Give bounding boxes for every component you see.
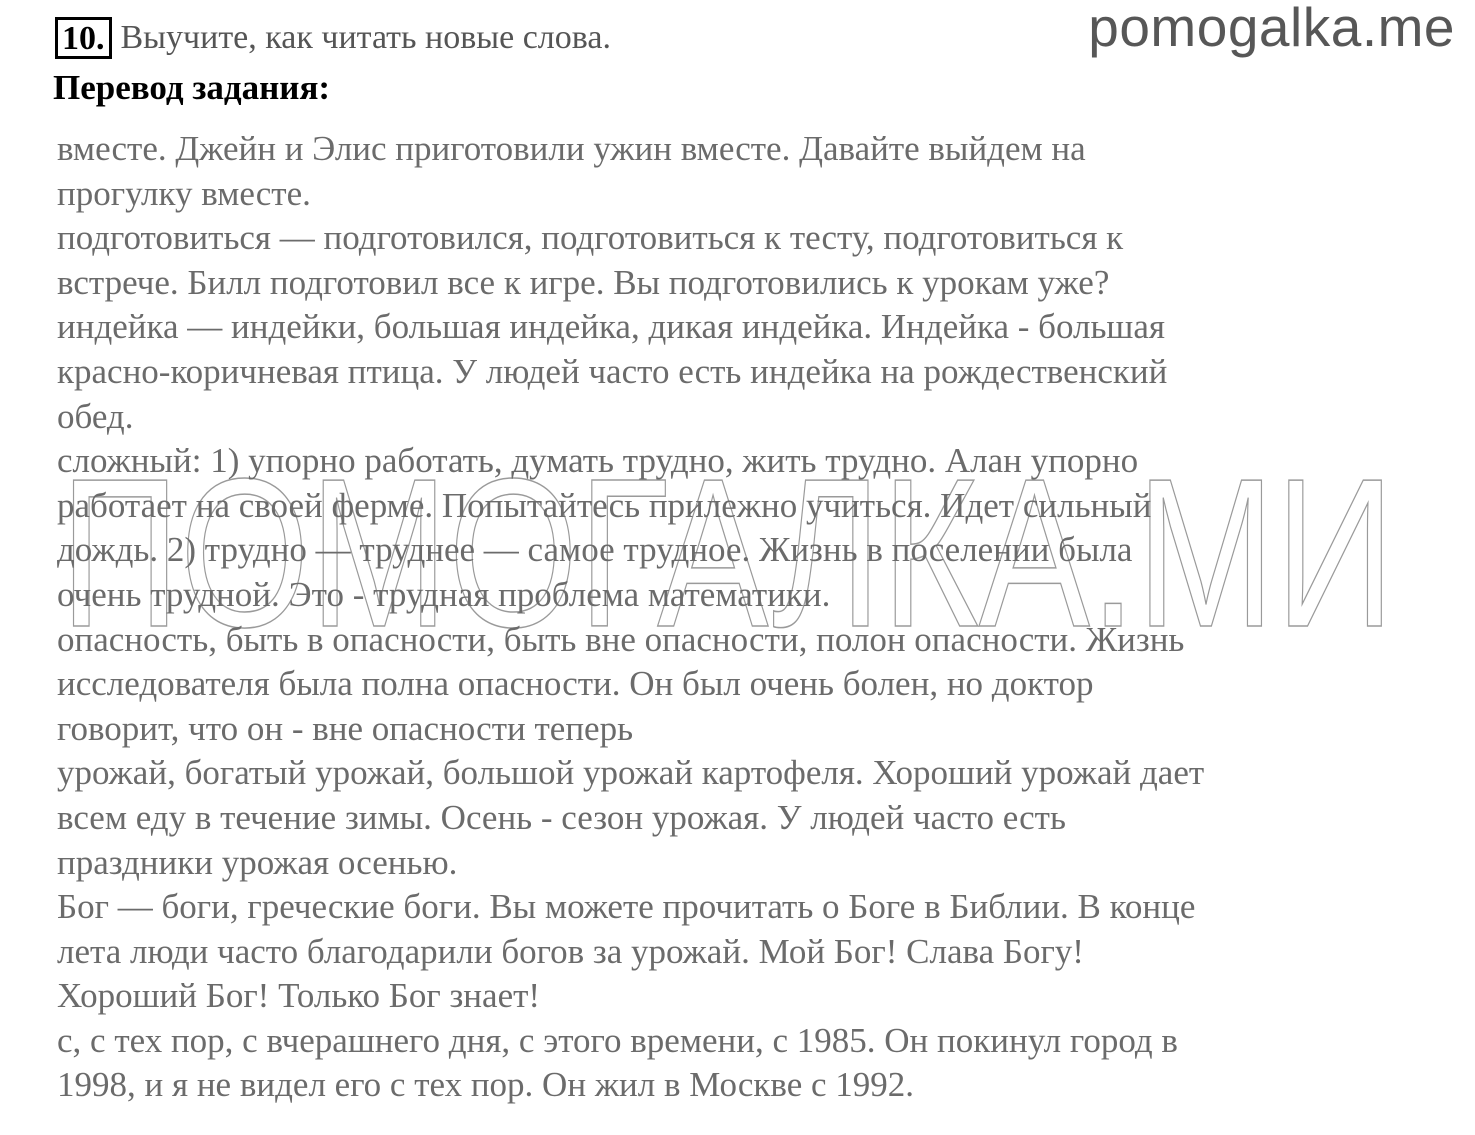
text-line: сложный: 1) упорно работать, думать трудно, жить трудно. Алан упорно [57, 441, 1139, 481]
text-line: исследователя была полна опасности. Он был очень болен, но доктор [57, 664, 1094, 704]
text-line: работает на своей ферме. Попытайтесь прилежно учиться. Идет сильный [57, 485, 1152, 525]
text-line: индейка — индейки, большая индейка, дикая индейка. Индейка - большая [57, 307, 1166, 347]
text-line: прогулку вместе. [57, 173, 311, 213]
site-watermark-logo: pomogalka.me [1088, 0, 1455, 58]
text-line: очень трудной. Это - трудная проблема математики. [57, 574, 831, 614]
text-line: с, с тех пор, с вчерашнего дня, с этого времени, с 1985. Он покинул город в [57, 1020, 1178, 1060]
text-line: всем еду в течение зимы. Осень - сезон урожая. У людей часто есть [57, 797, 1066, 837]
task-instruction: Выучите, как читать новые слова. [120, 19, 611, 56]
text-line: обед. [57, 396, 134, 436]
text-line: дождь. 2) трудно — труднее — самое трудное. Жизнь в поселении была [57, 530, 1133, 570]
text-line: говорит, что он - вне опасности теперь [57, 708, 634, 748]
translation-body [57, 127, 1457, 1108]
text-line: Бог — боги, греческие боги. Вы можете прочитать о Боге в Библии. В конце [57, 887, 1196, 927]
text-line: 1998, и я не видел его с тех пор. Он жил в Москве с 1992. [57, 1065, 915, 1105]
text-line: подготовиться — подготовился, подготовиться к тесту, подготовиться к [57, 218, 1124, 258]
text-line: встрече. Билл подготовил все к игре. Вы подготовились к урокам уже? [57, 262, 1110, 302]
task-number-box: 10. [55, 17, 112, 59]
task-header [55, 17, 611, 59]
text-line: праздники урожая осенью. [57, 842, 458, 882]
watermark-text: ПОМОГАЛКА.МИ [60, 468, 1395, 638]
text-line: лета люди часто благодарили богов за урожай. Мой Бог! Слава Богу! [57, 931, 1084, 971]
text-line: урожай, богатый урожай, большой урожай картофеля. Хороший урожай дает [57, 753, 1205, 793]
text-line: вместе. Джейн и Элис приготовили ужин вместе. Давайте выйдем на [57, 129, 1086, 168]
section-title: Перевод задания: [53, 68, 331, 107]
text-line: Хороший Бог! Только Бог знает! [57, 976, 541, 1016]
text-line: красно-коричневая птица. У людей часто есть индейка на рождественский [57, 351, 1168, 391]
text-line: опасность, быть в опасности, быть вне опасности, полон опасности. Жизнь [57, 619, 1185, 659]
